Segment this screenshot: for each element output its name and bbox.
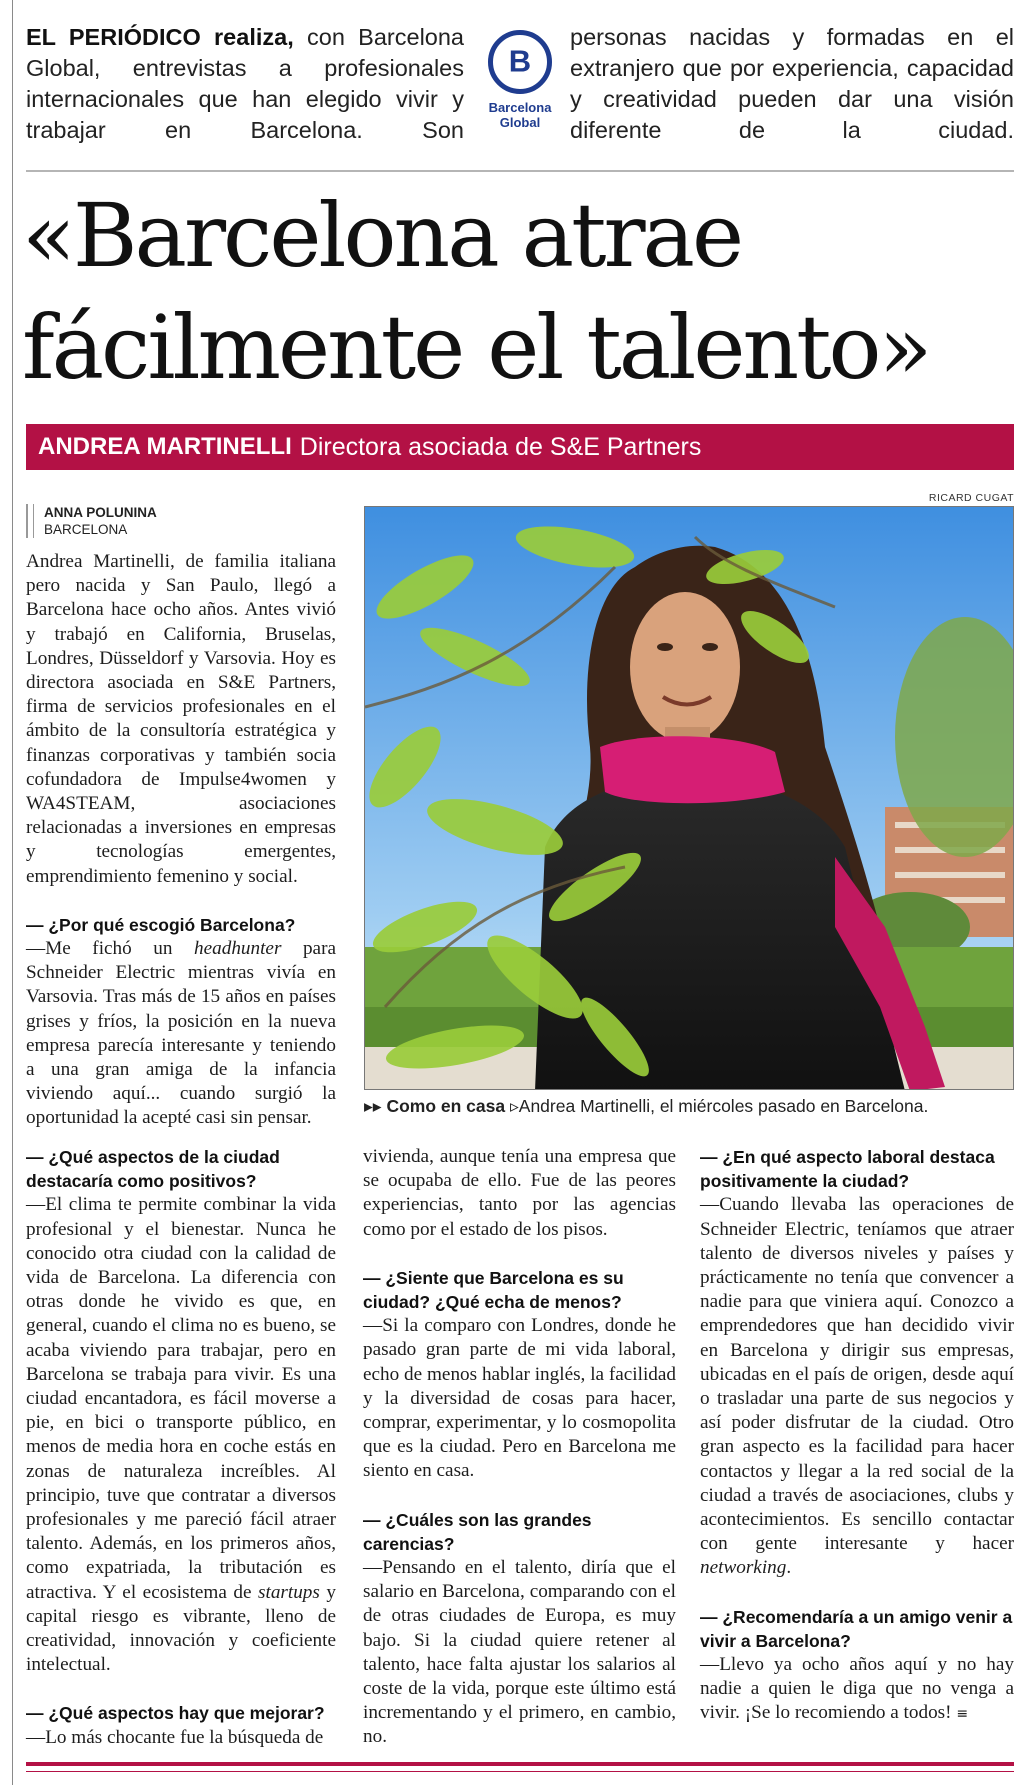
article-column-2 xyxy=(363,1145,676,1774)
article-column-1 xyxy=(26,1145,336,1774)
answer-2-start: —El clima te permite combinar la vida profesional y el bienestar. Nunca he conocido otra ciudad con la calidad de vida de Barcelona. La diferencia con otras donde he vivido es que, en general, cuando el clima no es bueno, se acaba viviendo para trabajar, pero en Barcelona se trabaja para vivir. Es una ciudad encantadora, es fácil moverse a pie, en bici o transporte público, en menos de media hora en coche estás en zonas de naturaleza increíbles. Al principio, tuve que contratar a diversos profesionales y me pareció fácil atraer talento. Además, en los primeros años, como expatriada, la tributación es atractiva. Y el ecosistema de xyxy=(26,1194,336,1603)
logo-text xyxy=(480,100,560,130)
qa-block-1 xyxy=(26,913,336,1131)
headline-line1: «Barcelona atrae xyxy=(22,184,742,287)
article-column-3 xyxy=(700,1145,1014,1751)
intro-lead: EL PERIÓDICO realiza, xyxy=(26,24,294,50)
answer-3-part-1: —Lo más chocante fue la búsqueda de xyxy=(26,1726,324,1748)
answer-1-start: —Me fichó un xyxy=(26,938,195,960)
question-4: — ¿Siente que Barcelona es su ciudad? ¿Qué echa de menos? xyxy=(363,1267,624,1313)
byline-place: BARCELONA xyxy=(44,522,128,537)
answer-2-em: startups xyxy=(258,1581,320,1603)
qa-block-5 xyxy=(363,1508,676,1750)
page-edge-line xyxy=(12,0,13,1785)
answer-6-em: networking xyxy=(700,1557,787,1579)
interviewee-role: Directora asociada de S&E Partners xyxy=(299,432,702,461)
question-2: — ¿Qué aspectos de la ciudad destacaría como positivos? xyxy=(26,1147,280,1192)
answer-3-part-2: vivienda, aunque tenía una empresa que se ocupaba de ello. Fue de las peores experiencias, tanto por las agencias como por el estado de los pisos. xyxy=(363,1146,676,1240)
logo-circle-icon xyxy=(488,30,552,94)
logo-letter: B xyxy=(508,43,532,79)
interviewee-banner xyxy=(26,424,1014,470)
bottom-rule xyxy=(26,1762,1014,1766)
headline xyxy=(22,180,1022,404)
answer-6-start: —Cuando llevaba las operaciones de Schneider Electric, teníamos que atraer talento de diversos niveles y países y prácticamente no tenía que convencer a nadie para que viniera aquí. Conozco a emprendedores que han decidido vivir en Barcelona y dirigir sus empresas, ubicadas en el país de origen, desde aquí o trasladar una parte de sus negocios y así poder disfrutar de la ciudad. Otro gran aspecto es la facilidad para hacer contactos y llegar a la red social de la ciudad a través de asociaciones, clubs y acontecimientos. Es sencillo contactar con gente interesante y hacer xyxy=(700,1194,1014,1555)
photo-credit: RICARD CUGAT xyxy=(928,492,1014,504)
interviewee-name: ANDREA MARTINELLI xyxy=(38,433,292,460)
intro-divider xyxy=(26,170,1014,172)
answer-1-em: headhunter xyxy=(194,938,282,960)
intro-right-text: personas nacidas y formadas en el extranjero que por experiencia, capacidad y creatividad pueden dar una visión diferente de la ciudad. xyxy=(570,24,1014,143)
intro-left-text xyxy=(26,22,464,146)
qa-block-4 xyxy=(363,1266,676,1484)
answer-1-end: para Schneider Electric mientras vivía en Varsovia. Tras más de 15 años en países grises y fríos, la posición en la nueva empresa parecía interesante y teniendo a una gran amiga de la infancia viviendo aquí... cuando surgió la oportunidad la acepté casi sin pensar. xyxy=(26,938,336,1129)
question-1: — ¿Por qué escogió Barcelona? xyxy=(26,914,296,935)
answer-4: —Si la comparo con Londres, donde he pasado gran parte de mi vida laboral, echo de menos hablar inglés, la facilidad y la diversidad de cosas para hacer, comprar, experimentar, y lo cosmopolita que es la ciudad. Pero en Barcelona me siento en casa. xyxy=(363,1315,676,1482)
intro-left-body: con Barcelona Global, entrevistas a profesionales internacionales que han elegido vivir y trabajar en Barcelona. Son xyxy=(26,24,464,143)
intro-paragraph: Andrea Martinelli, de familia italiana pero nacida y San Paulo, llegó a Barcelona hace ocho años. Antes vivió y trabajó en California, Bruselas, Londres, Düsseldorf y Varsovia. Hoy es directora asociada en S&E Partners, firma de servicios profesionales en el ámbito de la consultoría estratégica y finanzas corporativas y también socia cofundadora de Impulse4women y WA4STEAM, asociaciones relacionadas a inversiones en empresas y tecnologías emergentes, emprendimiento femenino y social. xyxy=(26,551,336,887)
caption-arrow-icon: ▹ xyxy=(509,1096,519,1116)
answer-5: —Pensando en el talento, diría que el salario en Barcelona, comparando con el de otras ciudades de Europa, es muy bajo. Si la ciudad quiere retener al talento, hace falta ajustar los salarios al coste de la vida, porque este último está incrementando y el primero, en cambio, no. xyxy=(363,1557,676,1748)
caption-title: Como en casa xyxy=(386,1096,506,1116)
qa-block-7 xyxy=(700,1605,1014,1727)
portrait-photo xyxy=(364,506,1014,1090)
byline xyxy=(26,504,157,538)
headline-line2: fácilmente el talento» xyxy=(22,296,930,399)
logo-line2: Global xyxy=(499,115,541,130)
caption-marker-icon: ▸▸ xyxy=(364,1096,382,1116)
question-5: — ¿Cuáles son las grandes carencias? xyxy=(363,1509,592,1554)
caption-text: Andrea Martinelli, el miércoles pasado en Barcelona. xyxy=(518,1096,929,1116)
qa-block-6 xyxy=(700,1145,1014,1581)
answer-2-end: y capital riesgo es vibrante, lleno de creatividad, innovación y coeficiente intelectual. xyxy=(26,1581,336,1676)
logo-line1: Barcelona xyxy=(488,100,552,115)
portrait-photo-illustration xyxy=(365,507,1014,1090)
question-7: — ¿Recomendaría a un amigo venir a vivir a Barcelona? xyxy=(700,1606,1013,1651)
answer-6-end: . xyxy=(786,1557,792,1579)
bottom-rule-thin xyxy=(26,1771,1014,1772)
qa-block-3 xyxy=(26,1701,336,1749)
intro-block xyxy=(26,18,1014,158)
question-3: — ¿Qué aspectos hay que mejorar? xyxy=(26,1703,325,1724)
end-of-article-icon: ≡ xyxy=(956,1706,969,1723)
barcelona-global-logo xyxy=(480,30,560,150)
photo-caption xyxy=(364,1094,1014,1118)
answer-7: —Llevo ya ocho años aquí y no hay nadie a quien le diga que no venga a vivir. ¡Se lo recomiendo a todos! xyxy=(700,1654,1014,1724)
byline-author: ANNA POLUNINA xyxy=(44,505,157,520)
question-6: — ¿En qué aspecto laboral destaca positivamente la ciudad? xyxy=(700,1147,995,1192)
qa-block-2 xyxy=(26,1145,336,1677)
article-column-1-top xyxy=(26,550,336,1155)
